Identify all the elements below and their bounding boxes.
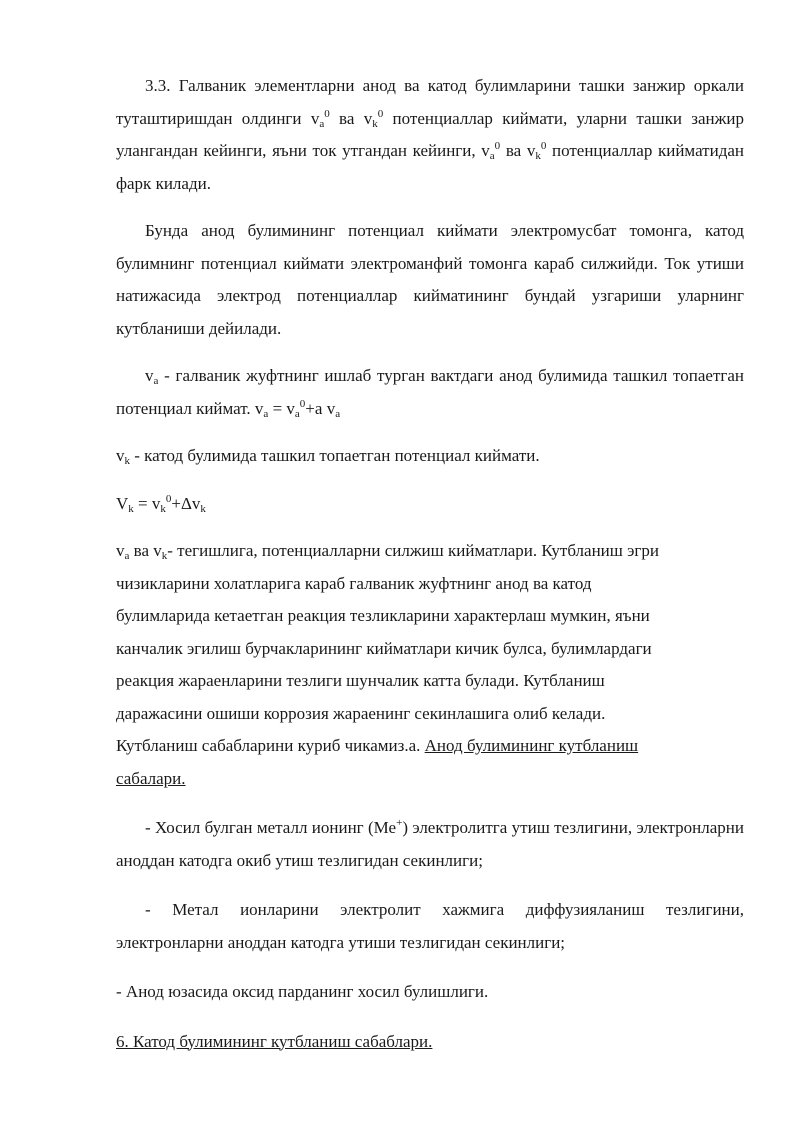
- symbol-va0: $v_a^0$: [310, 107, 330, 130]
- anode-polarization-heading-cont: сабалари.: [116, 768, 186, 788]
- symbol-va: $v_a$: [145, 366, 159, 387]
- formula-cathode: $V_k = v_k^0+\Delta v_k$: [116, 492, 206, 515]
- symbol-vk0: $v_k^0$: [363, 107, 384, 130]
- anode-polarization-heading: Анод булимининг кутбланиш: [424, 736, 639, 755]
- symbol-vk0: $v_k^0$: [526, 140, 547, 162]
- paragraph-polarization-curves: $v_a$ ва $v_k-$ тегишлига, потенциалларни силжиш кийматлари. Кутбланиш эгри чизикларини холатларига караб галваник жуфтнинг анод ва катод булимларида кетаетган реакция тезликларини характерлаш мумкин, яъни канчалик эгилиш бурчакларининг кийматлари кичик булса, булимлардаги реакция жараенларини тезлиги шунчалик катта булади. Кутбланиш даражасини ошиши коррозия жараенинг секинлашига олиб келади. Кутбланиш сабабларини куриб чикамиз.а. Анод булимининг кутбланиш сабалари.: [116, 541, 659, 788]
- symbol-vk: $v_k$: [116, 446, 130, 467]
- paragraph-anode-potential: $v_a$ - галваник жуфтнинг ишлаб турган вактдаги анод булимида ташкил топаетган потенциал киймат. $v_a = v_a^0+а$ $v_a$: [116, 366, 744, 420]
- list-item-ion-diffusion: - Метал ионларини электролит хажмига диффузияланиш тезлигини, электронларни аноддан катодга утиши тезлигидан секинлиги;: [116, 900, 744, 952]
- formula-anode: $v_a = v_a^0+а$ $v_a$: [254, 397, 341, 420]
- paragraph-section-3-3: 3.3. Галваник элементларни анод ва катод булимларини ташки занжир оркали туташтиришдан олдинги $v_a^0$ ва $v_k^0$ потенциаллар киймати, уларни ташки занжир улангандан кейинги, яъни ток утгандан кейинги, $v_a^0$ ва $v_k^0$ потенциаллар кийматидан фарк килади.: [116, 76, 744, 193]
- list-item-ion-transfer: - Хосил булган металл ионинг (Ме+) электролитга утиш тезлигини, электронларни аноддан катодга окиб утиш тезлигидан секинлиги;: [116, 817, 744, 870]
- cathode-polarization-heading: 6. Катод булимининг кутбланиш сабаблари.: [116, 1031, 433, 1051]
- symbol-va0: $v_a^0$: [481, 140, 501, 162]
- document-page: [116, 70, 744, 1058]
- paragraph-polarization-definition: Бунда анод булимининг потенциал киймати электромусбат томонга, катод булимнинг потенциал киймати электроманфий томонга караб силжийди. Ток утиши натижасида электрод потенциаллар кийматининг бундай узгариши уларнинг кутбланиши дейилади.: [116, 221, 744, 338]
- paragraph-cathode-potential: $v_k$ - катод булимида ташкил топаетган потенциал киймати.: [116, 446, 540, 467]
- list-item-oxide-film: - Анод юзасида оксид парданинг хосил булишлиги.: [116, 982, 489, 1001]
